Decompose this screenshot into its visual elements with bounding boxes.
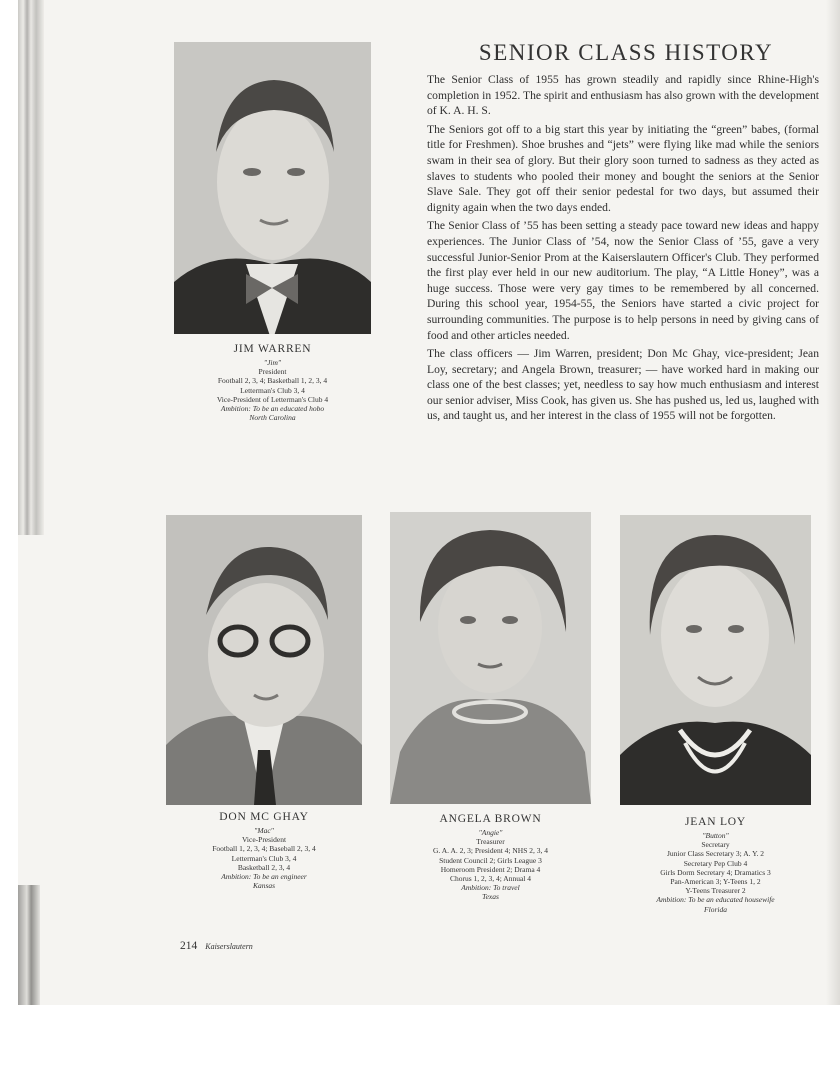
senior-office: President	[258, 367, 287, 377]
senior-home: Kansas	[252, 881, 276, 891]
history-paragraph: The class officers — Jim Warren, president; Don Mc Ghay, vice-president; Jean Loy, secretary; and Angela Brown, treasurer; — have worked hard in making our class one of the best classes; yet, needless to say how much enthusiasm and interest our senior adviser, Miss Cook, has given us. She has pushed us, led us, laughed with us, and taught us, and her interest in the class of 1955 will not be forgotten.	[427, 347, 819, 423]
senior-activity: G. A. A. 2, 3; President 4; NHS 2, 3, 4	[432, 846, 548, 856]
senior-activity: Student Council 2; Girls League 3	[439, 855, 542, 865]
caption-angela-brown	[390, 812, 591, 902]
senior-name: DON MC GHAY	[219, 811, 309, 823]
senior-activity: Letterman's Club 3, 4	[240, 385, 305, 395]
binding-edge-lower	[18, 885, 40, 1005]
senior-activity: Junior Class Secretary 3; A. Y. 2	[666, 849, 765, 859]
page-title: SENIOR CLASS HISTORY	[478, 40, 774, 65]
class-history-text	[427, 72, 819, 427]
photo-angela-brown	[390, 512, 591, 804]
history-paragraph: The Senior Class of ’55 has been setting a steady pace toward new ideas and happy experiences. The Junior Class of ’54, now the Senior Class of ’55, gave a very successful Junior-Senior Prom at the Kaiserslautern Officer's Club. They performed the first play ever held in our new auditorium. The play, “A Little Honey”, was a huge success. Those were very gay times to be remembered by all concerned. During this school year, 1954-55, the Seniors have started a civic project for surrounding communities. The purpose is to help persons in need by giving cans of food and other articles needed.	[427, 219, 819, 342]
history-paragraph: The Seniors got off to a big start this year by initiating the “green” babes, (formal title for Freshmen). Shoe brushes and “jets” were flying like mad while the seniors swam in their sea of glory. But their glory soon turned to sadness as they acted as slaves to students who pooled their money and bought the seniors at the Senior Slave Sale. They got off their senior pedestal for two days, but assumed their dignity again when the two days ended.	[427, 122, 819, 214]
senior-activity: Chorus 1, 2, 3, 4; Annual 4	[449, 874, 532, 884]
photo-don-mc-ghay	[166, 515, 362, 805]
senior-activity: Girls Dorm Secretary 4; Dramatics 3	[660, 867, 771, 877]
senior-activity: Letterman's Club 3, 4	[231, 853, 297, 863]
senior-home: Florida	[704, 904, 727, 914]
senior-activity: Pan-American 3; Y-Teens 1, 2	[670, 877, 761, 887]
senior-nickname: "Angie"	[478, 828, 503, 837]
binding-edge	[18, 0, 44, 535]
senior-activity: Y-Teens Treasurer 2	[685, 886, 746, 896]
senior-office: Treasurer	[476, 837, 505, 847]
senior-nickname: "Jim"	[263, 358, 282, 367]
senior-activity: Football 1, 2, 3, 4; Baseball 2, 3, 4	[212, 844, 316, 854]
photo-jim-warren	[174, 42, 371, 334]
senior-activity: Secretary Pep Club 4	[683, 858, 748, 868]
senior-home: Texas	[482, 892, 499, 902]
senior-activity: Vice-President of Letterman's Club 4	[216, 394, 329, 404]
senior-ambition: Ambition: To travel	[461, 883, 520, 893]
senior-office: Secretary	[701, 840, 730, 850]
book-title: Kaiserslautern	[205, 942, 253, 951]
history-paragraph: The Senior Class of 1955 has grown steadily and rapidly since Rhine-High's completion in 1952. The spirit and enthusiasm has also grown with the development of K. A. H. S.	[427, 73, 819, 118]
senior-nickname: "Mac"	[254, 826, 274, 835]
senior-home: North Carolina	[249, 413, 296, 423]
page-folio	[180, 940, 253, 952]
caption-don-mc-ghay	[166, 810, 362, 890]
senior-activity: Football 2, 3, 4; Basketball 1, 2, 3, 4	[217, 376, 328, 386]
senior-nickname: "Button"	[702, 831, 729, 840]
senior-ambition: Ambition: To be an educated housewife	[656, 895, 775, 905]
senior-ambition: Ambition: To be an engineer	[221, 872, 307, 882]
senior-name: JEAN LOY	[684, 816, 747, 828]
senior-activity: Homeroom President 2; Drama 4	[440, 864, 541, 874]
senior-ambition: Ambition: To be an educated hobo	[220, 404, 325, 414]
senior-name: ANGELA BROWN	[439, 813, 542, 825]
senior-activity: Basketball 2, 3, 4	[237, 862, 291, 872]
caption-jean-loy	[612, 815, 819, 914]
page-edge-shadow	[826, 0, 840, 1005]
photo-jean-loy	[620, 515, 811, 805]
senior-office: Vice-President	[241, 835, 287, 845]
senior-name: JIM WARREN	[233, 343, 312, 355]
page-number: 214	[180, 940, 198, 952]
caption-jim-warren	[174, 342, 371, 422]
